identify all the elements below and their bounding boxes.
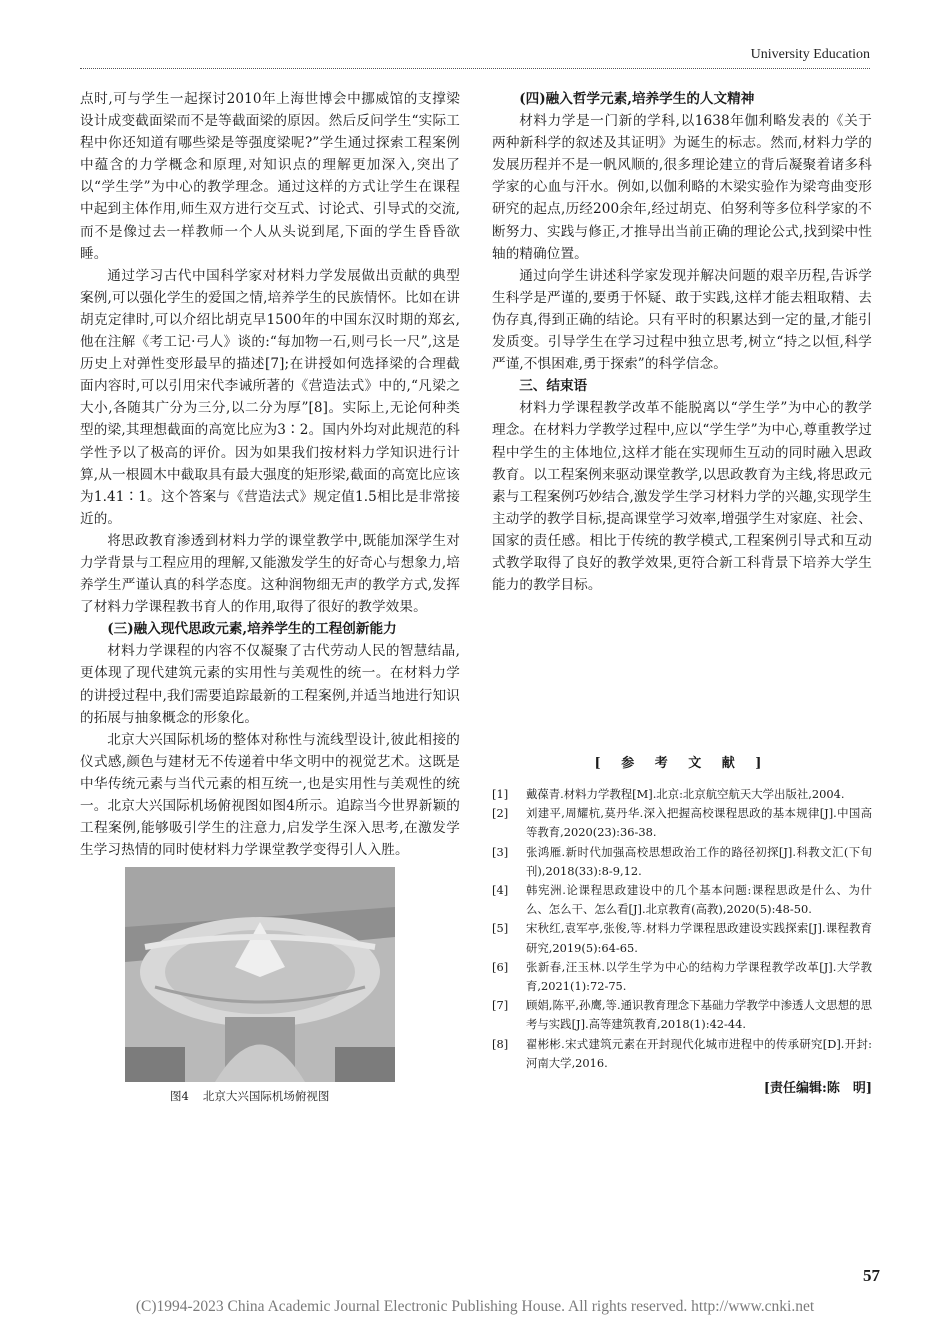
reference-item [492,843,872,881]
paragraph: 通过学习古代中国科学家对材料力学发展做出贡献的典型案例,可以强化学生的爱国之情,培养学生的民族情怀。比如在讲胡克定律时,可以介绍比胡克早1500年的中国东汉时期的郑玄,他在注解《考工记·弓人》谈的:“每加物一石,则弓长一尺”,这是历史上对弹性变形最早的描述[7];在讲授如何选择梁的合理截面内容时,可以引用宋代李诫所著的《营造法式》中的,“凡梁之大小,各随其广分为三分,以二分为厚”[8]。实际上,无论何种类型的梁,其理想截面的高宽比应为3∶2。国内外均对此规范的科学性予以了极高的评价。因为如果我们按材料力学知识进行计算,从一根圆木中截取具有最大强度的矩形梁,截面的高宽比应该为1.41∶1。这个答案与《营造法式》规定值1.5相比是非常接近的。 [80,267,460,527]
reference-number: [5] [492,921,509,936]
reference-text: 宋秋红,袁军亭,张俊,等.材料力学课程思政建设实践探索[J].课程教育研究,2019(5):64-65. [526,921,872,955]
section-heading: (四)融入哲学元素,培养学生的人文精神 [519,91,755,107]
reference-number: [8] [492,1036,509,1051]
reference-text: 翟彬彬.宋式建筑元素在开封现代化城市进程中的传承研究[D].开封:河南大学,2016. [526,1036,872,1070]
paragraph: 北京大兴国际机场的整体对称性与流线型设计,彼此相接的仪式感,颜色与建材无不传递着中华文明中的视觉艺术。这既是中华传统元素与当代元素的相互统一,也是实用性与美观性的统一。北京大兴国际机场俯视图如图4所示。追踪当今世界新颖的工程案例,能够吸引学生的注意力,启发学生深入思考,在激发学生学习热情的同时使材料力学课堂教学变得引人入胜。 [80,731,460,859]
header-divider [80,68,870,69]
reference-number: [7] [492,998,509,1013]
reference-item [492,996,872,1034]
reference-item [492,881,872,919]
paragraph: 通过向学生讲述科学家发现并解决问题的艰辛历程,告诉学生科学是严谨的,要勇于怀疑、敢于实践,这样才能去粗取精、去伪存真,得到正确的结论。只有平时的积累达到一定的量,才能引发质变。引导学生在学习过程中独立思考,树立“持之以恒,科学严谨,不惧困难,勇于探索”的科学信念。 [492,267,872,373]
paragraph: 材料力学课程教学改革不能脱离以“学生学”为中心的教学理念。在材料力学教学过程中,应以“学生学”为中心,尊重教学过程中学生的主体地位,这样才能在实现师生互动的同时融入思政教育。以工程案例来驱动课堂教学,以思政教育为主线,将思政元素与工程案例巧妙结合,激发学生学习材料力学的兴趣,实现学生主动学的教学目标,提高课堂学习效率,增强学生对家庭、社会、国家的责任感。相比于传统的教学模式,工程案例引导式和互动式教学取得了良好的教学效果,更符合新工科背景下培养大学生能力的教学目标。 [492,400,872,594]
reference-item [492,785,872,804]
reference-number: [4] [492,883,509,898]
references-list [492,785,872,1073]
figure-caption [80,1088,460,1104]
reference-item [492,1035,872,1073]
copyright-notice: (C)1994-2023 China Academic Journal Electronic Publishing House. All rights reserved. http://www.cnki.net [135,1298,815,1315]
left-column [80,88,460,1104]
reference-text: 韩宪洲.论课程思政建设中的几个基本问题:课程思政是什么、为什么、怎么干、怎么看[J].北京教育(高教),2020(5):48-50. [526,883,872,917]
reference-text: 刘建平,周耀杭,莫丹华.深入把握高校课程思政的基本规律[J].中国高等教育,2020(23):36-38. [526,806,872,840]
reference-text: 张新春,汪玉林.以学生学为中心的结构力学课程教学改革[J].大学教育,2021(1):72-75. [526,959,872,994]
reference-text: 张鸿雁.新时代加强高校思想政治工作的路径初探[J].科教文汇(下旬刊),2018(33):8-9,12. [526,844,872,878]
reference-text: 戴葆青.材料力学教程[M].北京:北京航空航天大学出版社,2004. [526,787,845,801]
reference-number: [6] [492,959,509,974]
airport-image-graphic [125,867,395,1082]
figure-caption-text: 北京大兴国际机场俯视图 [202,1089,330,1104]
references-title: [ 参 考 文 献 ] [594,756,770,771]
journal-name: University Education [750,47,870,62]
paragraph: 材料力学是一门新的学科,以1638年伽利略发表的《关于两种新科学的叙述及其证明》为诞生的标志。然而,材料力学的发展历程并不是一帆风顺的,很多理论建立的背后凝聚着诸多科学家的心血与汗水。例如,以伽利略的木梁实验作为梁弯曲变形研究的起点,历经200余年,经过胡克、伯努利等多位科学家的不断努力、实践与修正,才推导出当前正确的理论公式,找到梁中性轴的精确位置。 [492,113,872,262]
right-column [492,88,872,596]
reference-item [492,919,872,957]
reference-number: [2] [492,806,509,821]
paragraph: 将思政教育渗透到材料力学的课堂教学中,既能加深学生对力学背景与工程应用的理解,又能激发学生的好奇心与想象力,培养学生严谨认真的科学态度。这种润物细无声的教学方式,发挥了材料力学课程教书育人的作用,取得了很好的教学效果。 [80,532,460,616]
references-section [492,752,872,1096]
reference-number: [3] [492,844,509,859]
paragraph: 材料力学课程的内容不仅凝聚了古代劳动人民的智慧结晶,更体现了现代建筑元素的实用性与美观性的统一。在材料力学的讲授过程中,我们需要追踪最新的工程案例,并适当地进行知识的拓展与抽象概念的形象化。 [80,643,460,726]
reference-number: [1] [492,787,509,801]
airport-aerial-photo [125,867,395,1082]
reference-item [492,958,872,996]
section-heading: (三)融入现代思政元素,培养学生的工程创新能力 [107,621,397,638]
reference-item [492,804,872,842]
page-number: 57 [863,1266,880,1285]
reference-text: 顾娟,陈平,孙鹰,等.通识教育理念下基础力学教学中渗透人文思想的思考与实践[J].高等建筑教育,2018(1):42-44. [526,998,872,1032]
section-heading: 三、结束语 [519,378,588,395]
responsible-editor: [责任编辑:陈 明] [763,1081,872,1097]
paragraph: 点时,可与学生一起探讨2010年上海世博会中挪威馆的支撑梁设计成变截面梁而不是等截面梁的原因。然后反问学生“实际工程中你还知道有哪些梁是等强度梁呢?”学生通过探索工程案例中蕴含的力学概念和原理,对知识点的理解更加深入,突出了以“学生学”为中心的教学理念。通过这样的方式让学生在课程中起到主体作用,师生双方进行交互式、讨论式、引导式的交流,而不是像过去一样教师一个人从头说到尾,下面的学生昏昏欲睡。 [80,91,460,262]
figure-label: 图4 [170,1089,189,1104]
